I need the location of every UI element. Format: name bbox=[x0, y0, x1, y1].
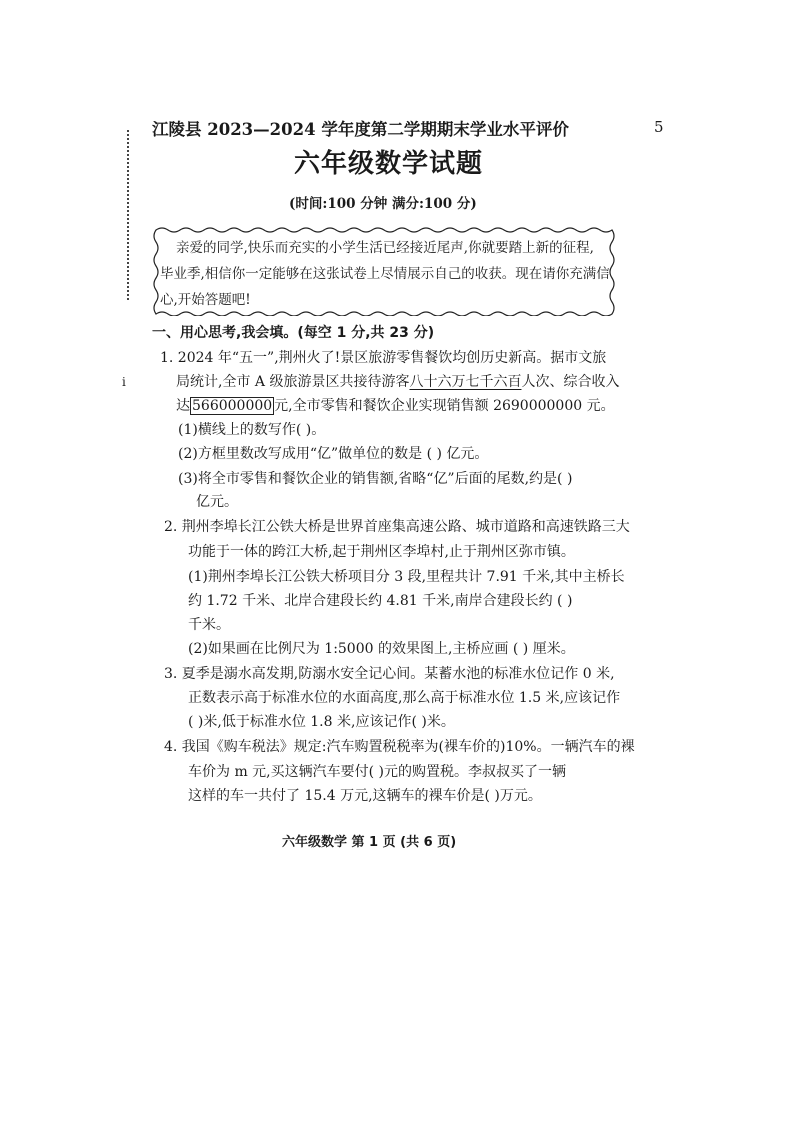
q3-line-2: 正数表示高于标准水位的水面高度,那么高于标准水位 1.5 米,应该记作 bbox=[188, 690, 621, 706]
q1-sub-1: (1)横线上的数写作( )。 bbox=[178, 422, 326, 438]
visitor-count-underlined: 八十六万七千六百 bbox=[409, 374, 522, 390]
q1-line-1: 1. 2024 年“五一”,荆州火了!景区旅游零售餐饮均创历史新高。据市文旅 bbox=[160, 350, 607, 366]
time-info: (时间:100 分钟 满分:100 分) bbox=[289, 196, 477, 212]
exam-title: 江陵县 2023—2024 学年度第二学期期末学业水平评价 bbox=[152, 120, 569, 139]
q2-sub-2: (2)如果画在比例尺为 1:5000 的效果图上,主桥应画 ( ) 厘米。 bbox=[188, 641, 575, 657]
q4-line-3: 这样的车一共付了 15.4 万元,这辆车的裸车价是( )万元。 bbox=[188, 788, 542, 804]
intro-line-2: 毕业季,相信你一定能够在这张试卷上尽情展示自己的收获。现在请你充满信 bbox=[160, 266, 610, 282]
q1-sub-3-cont: 亿元。 bbox=[196, 494, 238, 510]
q3-line-1: 3. 夏季是溺水高发期,防溺水安全记心间。某蓄水池的标准水位记作 0 米, bbox=[164, 666, 615, 682]
q1-line-3a: 达 bbox=[176, 398, 190, 414]
q1-line-2b: 人次、综合收入 bbox=[521, 374, 620, 390]
q1-line-2a: 局统计,全市 A 级旅游景区共接待游客 bbox=[176, 374, 410, 390]
q4-line-1: 4. 我国《购车税法》规定:汽车购置税税率为(裸车价的)10%。一辆汽车的裸 bbox=[164, 739, 635, 755]
q2-sub-1-end: 千米。 bbox=[188, 617, 230, 633]
page-footer: 六年级数学 第 1 页 (共 6 页) bbox=[282, 835, 457, 850]
q4-line-2: 车价为 m 元,买这辆汽车要付( )元的购置税。李叔叔买了一辆 bbox=[188, 764, 566, 780]
binding-dotted-line bbox=[127, 130, 129, 300]
q1-sub-3: (3)将全市零售和餐饮企业的销售额,省略“亿”后面的尾数,约是( ) bbox=[178, 471, 573, 487]
q2-sub-1-cont: 约 1.72 千米、北岸合建段长约 4.81 千米,南岸合建段长约 ( ) bbox=[188, 593, 573, 609]
q3-line-3: ( )米,低于标准水位 1.8 米,应该记作( )米。 bbox=[188, 714, 455, 730]
q1-line-3 bbox=[176, 396, 615, 416]
q2-line-1: 2. 荆州李埠长江公铁大桥是世界首座集高速公路、城市道路和高速铁路三大 bbox=[164, 519, 630, 535]
q2-sub-1: (1)荆州李埠长江公铁大桥项目分 3 段,里程共计 7.91 千米,其中主桥长 bbox=[188, 569, 625, 585]
q1-line-2 bbox=[176, 372, 619, 392]
margin-mark: ⅰ bbox=[122, 375, 126, 389]
subject-title: 六年级数学试题 bbox=[294, 149, 484, 179]
intro-line-3: 心,开始答题吧! bbox=[160, 292, 251, 308]
q2-line-2: 功能于一体的跨江大桥,起于荆州区李埠村,止于荆州区弥市镇。 bbox=[188, 544, 575, 560]
income-boxed-number: 566000000 bbox=[192, 398, 273, 414]
q1-sub-2: (2)方框里数改写成用“亿”做单位的数是 ( ) 亿元。 bbox=[178, 446, 489, 462]
corner-number: 5 bbox=[654, 118, 664, 136]
q1-line-3b: 元,全市零售和餐饮企业实现销售额 2690000000 元。 bbox=[274, 398, 615, 414]
section-1-heading: 一、用心思考,我会填。(每空 1 分,共 23 分) bbox=[152, 325, 435, 341]
intro-line-1: 亲爱的同学,快乐而充实的小学生活已经接近尾声,你就要踏上新的征程, bbox=[176, 240, 594, 256]
